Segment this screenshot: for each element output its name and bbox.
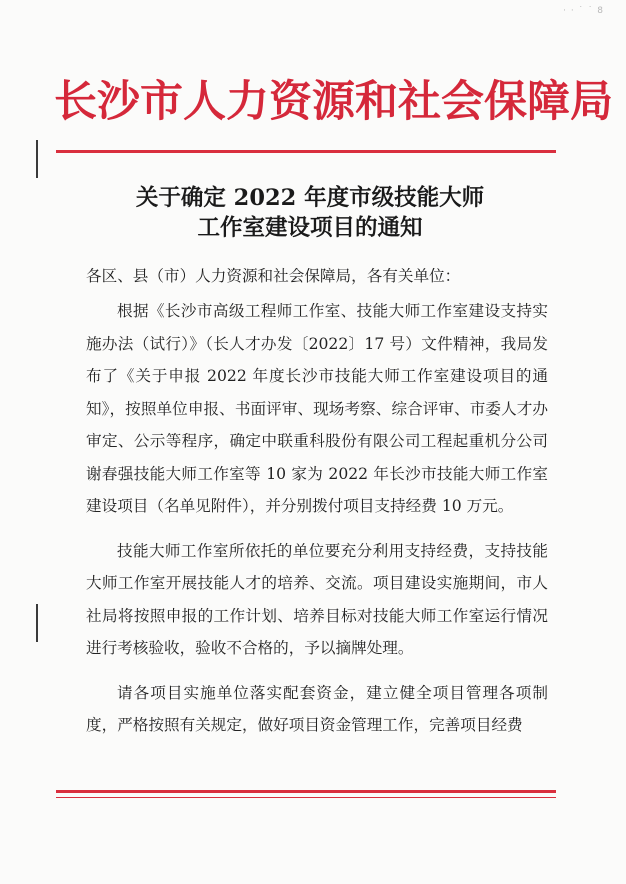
notice-title-line-1: 关于确定 2022 年度市级技能大师 — [135, 185, 485, 211]
corner-mark: · · ˙ ˙ 8 — [563, 6, 604, 16]
footer-red-rule-thick — [56, 790, 556, 793]
paragraph-1: 根据《长沙市高级工程师工作室、技能大师工作室建设支持实施办法（试行）》（长人才办发〔2022〕17 号）文件精神，我局发布了《关于申报 2022 年度长沙市技能大师工作室建设项目的通知》，按照单位申报、书面评审、现场考察、综合评审、市委人才办审定、公示等程序，确定中联重科股份有限公司工程起重机分公司谢春强技能大师工作室等 10 家为 2022 年长沙市技能大师工作室建设项目（名单见附件），并分别拨付项目支持经费 10 万元。 — [86, 302, 548, 515]
notice-title-line-2: 工作室建设项目的通知 — [197, 215, 423, 241]
binding-mark-top — [36, 140, 38, 178]
paragraph-3: 请各项目实施单位落实配套资金，建立健全项目管理各项制度，严格按照有关规定，做好项目资金管理工作，完善项目经费 — [86, 683, 548, 734]
salutation: 各区、县（市）人力资源和社会保障局，各有关单位： — [86, 267, 461, 285]
notice-body — [86, 295, 548, 742]
organization-header: 长沙市人力资源和社会保障局 — [54, 77, 613, 127]
paragraph-2: 技能大师工作室所依托的单位要充分利用支持经费，支持技能大师工作室开展技能人才的培养、交流。项目建设实施期间，市人社局将按照申报的工作计划、培养目标对技能大师工作室运行情况进行考核验收，验收不合格的，予以摘牌处理。 — [86, 541, 548, 657]
footer-red-rule-thin — [56, 797, 556, 798]
header-red-rule — [56, 150, 556, 153]
binding-mark-bottom — [36, 604, 38, 642]
